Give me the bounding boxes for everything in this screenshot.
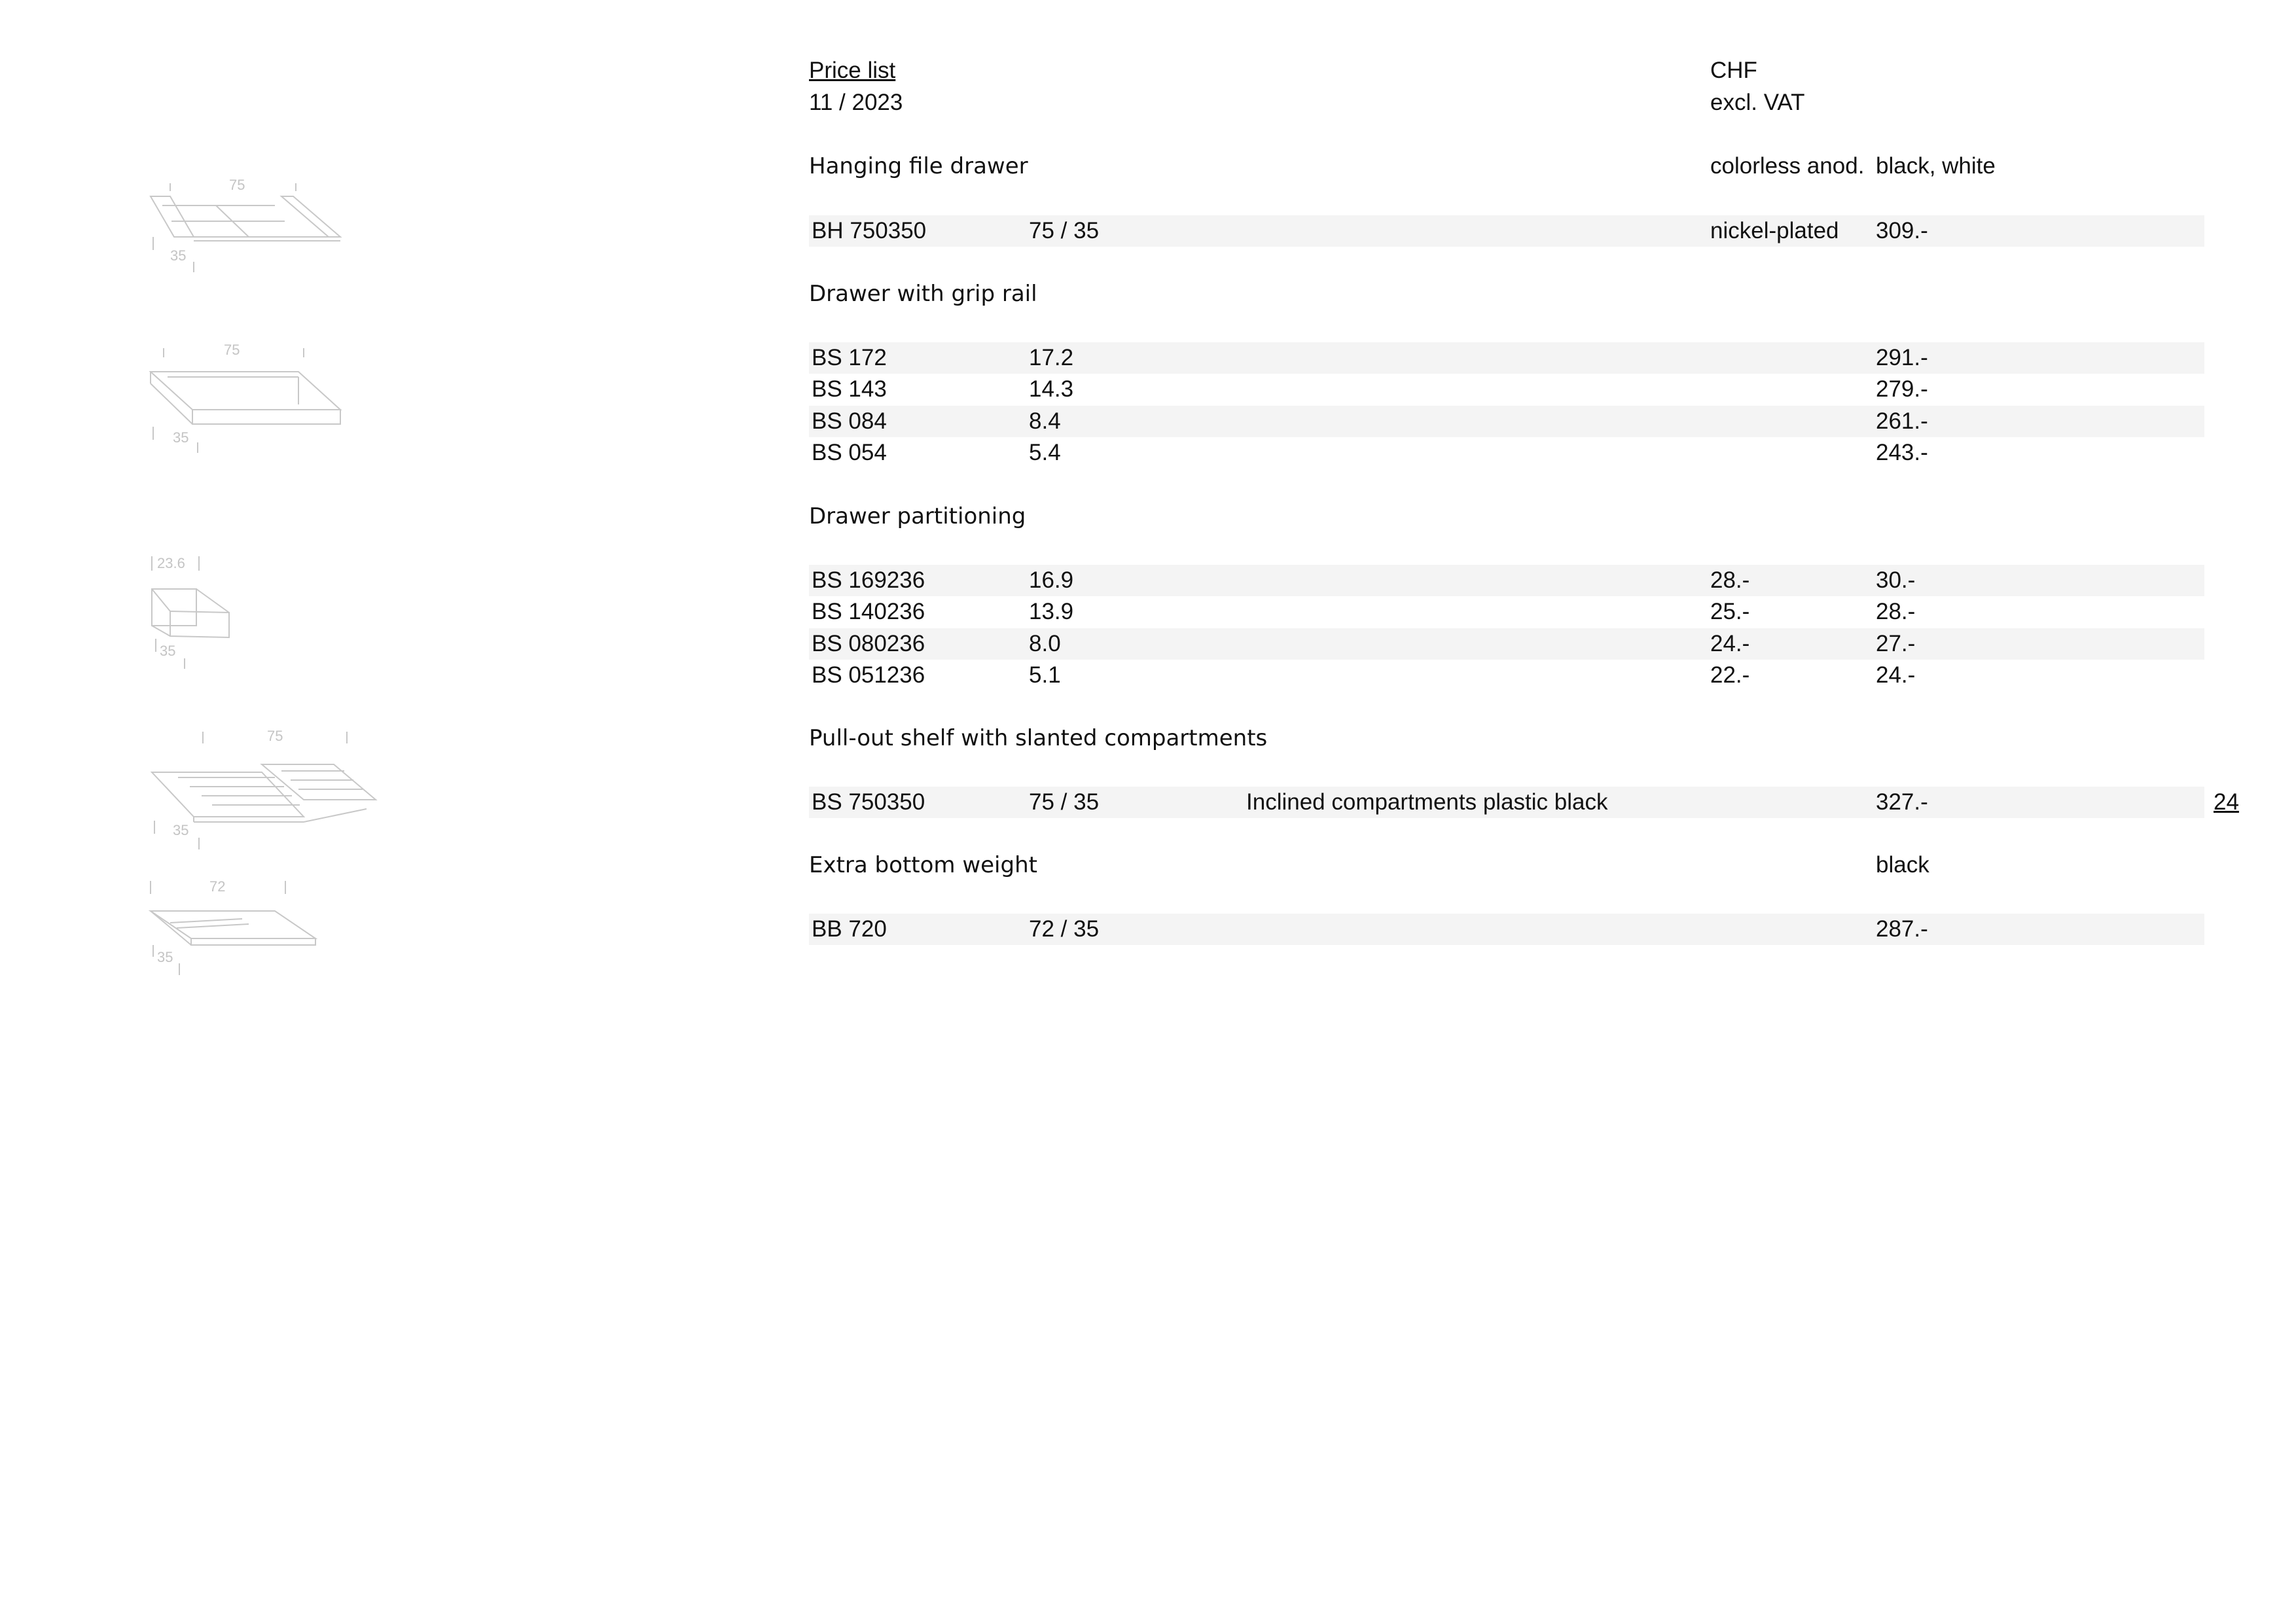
svg-text:35: 35	[160, 643, 176, 659]
article-code: BS 172	[812, 345, 887, 370]
drawer-partitioning-drawing	[144, 554, 262, 671]
tax-note: excl. VAT	[1710, 90, 1805, 115]
column-header-black: black	[1876, 852, 1929, 878]
table-row	[809, 406, 2204, 437]
svg-text:72: 72	[209, 878, 226, 895]
price-colorless: 22.-	[1710, 662, 1750, 688]
svg-text:35: 35	[173, 822, 189, 838]
article-size: 75 / 35	[1029, 789, 1100, 815]
svg-text:75: 75	[229, 177, 245, 193]
table-row	[809, 628, 2204, 660]
table-row	[809, 342, 2204, 374]
price-black-white: 287.-	[1876, 916, 1928, 942]
section-title-extra-bottom-weight: Extra bottom weight	[809, 852, 1037, 878]
price-black-white: 261.-	[1876, 408, 1928, 434]
column-header-black-white: black, white	[1876, 153, 1996, 179]
price-colorless: nickel-plated	[1710, 218, 1839, 243]
page-number-link[interactable]: 24	[2214, 789, 2239, 815]
table-row	[809, 596, 2204, 628]
article-code: BS 051236	[812, 662, 925, 688]
table-row	[809, 215, 2204, 247]
section-title-drawer-with-grip-rail: Drawer with grip rail	[809, 281, 1037, 307]
price-black-white: 28.-	[1876, 599, 1916, 624]
article-size: 13.9	[1029, 599, 1074, 624]
article-size: 5.1	[1029, 662, 1061, 688]
svg-text:75: 75	[224, 342, 240, 358]
table-row	[809, 914, 2204, 945]
article-code: BS 750350	[812, 789, 925, 815]
price-colorless: 25.-	[1710, 599, 1750, 624]
section-title-drawer-partitioning: Drawer partitioning	[809, 503, 1026, 529]
article-size: 75 / 35	[1029, 218, 1100, 243]
table-row	[809, 374, 2204, 405]
article-size: 16.9	[1029, 567, 1074, 593]
price-list-date: 11 / 2023	[809, 90, 903, 115]
article-description: Inclined compartments plastic black	[1246, 789, 1608, 815]
article-size: 17.2	[1029, 345, 1074, 370]
article-size: 8.0	[1029, 631, 1061, 656]
drawer-with-grip-rail-drawing	[144, 342, 353, 457]
article-size: 5.4	[1029, 440, 1061, 465]
svg-text:35: 35	[157, 949, 173, 965]
article-code: BS 080236	[812, 631, 925, 656]
table-row	[809, 787, 2204, 818]
section-title-hanging-file-drawer: Hanging file drawer	[809, 153, 1028, 179]
price-black-white: 309.-	[1876, 218, 1928, 243]
table-row	[809, 437, 2204, 469]
page-title: Price list	[809, 58, 896, 83]
svg-text:75: 75	[267, 728, 283, 744]
price-black-white: 24.-	[1876, 662, 1916, 688]
section-title-pull-out-shelf: Pull-out shelf with slanted compartments	[809, 725, 1268, 751]
hanging-file-drawer-drawing	[144, 177, 353, 275]
svg-text:23.6: 23.6	[157, 555, 185, 571]
price-black-white: 327.-	[1876, 789, 1928, 815]
pull-out-shelf-drawing	[144, 729, 386, 853]
article-size: 8.4	[1029, 408, 1061, 434]
svg-text:35: 35	[173, 429, 189, 446]
price-colorless: 24.-	[1710, 631, 1750, 656]
price-black-white: 291.-	[1876, 345, 1928, 370]
price-black-white: 30.-	[1876, 567, 1916, 593]
column-header-colorless-anod: colorless anod.	[1710, 153, 1865, 179]
currency-label: CHF	[1710, 58, 1757, 83]
article-size: 14.3	[1029, 376, 1074, 402]
table-row	[809, 660, 2204, 691]
extra-bottom-weight-drawing	[144, 877, 340, 982]
svg-text:35: 35	[170, 247, 187, 264]
price-black-white: 243.-	[1876, 440, 1928, 465]
table-row	[809, 565, 2204, 596]
article-code: BH 750350	[812, 218, 927, 243]
price-colorless: 28.-	[1710, 567, 1750, 593]
article-code: BS 143	[812, 376, 887, 402]
article-code: BS 054	[812, 440, 887, 465]
article-size: 72 / 35	[1029, 916, 1100, 942]
article-code: BS 084	[812, 408, 887, 434]
article-code: BS 169236	[812, 567, 925, 593]
price-black-white: 279.-	[1876, 376, 1928, 402]
price-black-white: 27.-	[1876, 631, 1916, 656]
article-code: BS 140236	[812, 599, 925, 624]
article-code: BB 720	[812, 916, 887, 942]
